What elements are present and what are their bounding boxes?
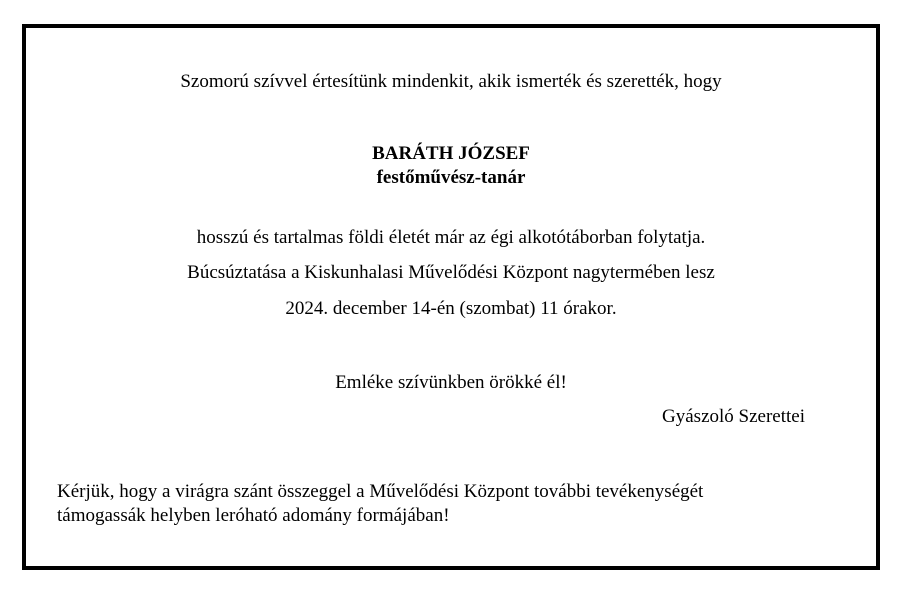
signature: Gyászoló Szerettei xyxy=(662,406,805,427)
notice-body-line: Búcsúztatása a Kiskunhalasi Művelődési Központ nagytermében lesz xyxy=(187,262,715,283)
donation-request-line: Kérjük, hogy a virágra szánt összeggel a Művelődési Központ további tevékenységét xyxy=(57,481,704,502)
donation-request xyxy=(57,480,847,528)
notice-body-line: hosszú és tartalmas földi életét már az égi alkotótáborban folytatja. xyxy=(196,227,706,248)
deceased-profession: festőművész-tanár xyxy=(376,167,526,188)
obituary-notice-frame xyxy=(22,24,880,570)
notice-body-line: 2024. december 14-én (szombat) 11 órakor. xyxy=(285,298,617,319)
deceased-name: BARÁTH JÓZSEF xyxy=(372,143,530,164)
donation-request-line: támogassák helyben leróható adomány formájában! xyxy=(57,505,450,526)
closing-remark: Emléke szívünkben örökké él! xyxy=(335,372,567,393)
notice-intro: Szomorú szívvel értesítünk mindenkit, akik ismerték és szerették, hogy xyxy=(180,71,722,92)
